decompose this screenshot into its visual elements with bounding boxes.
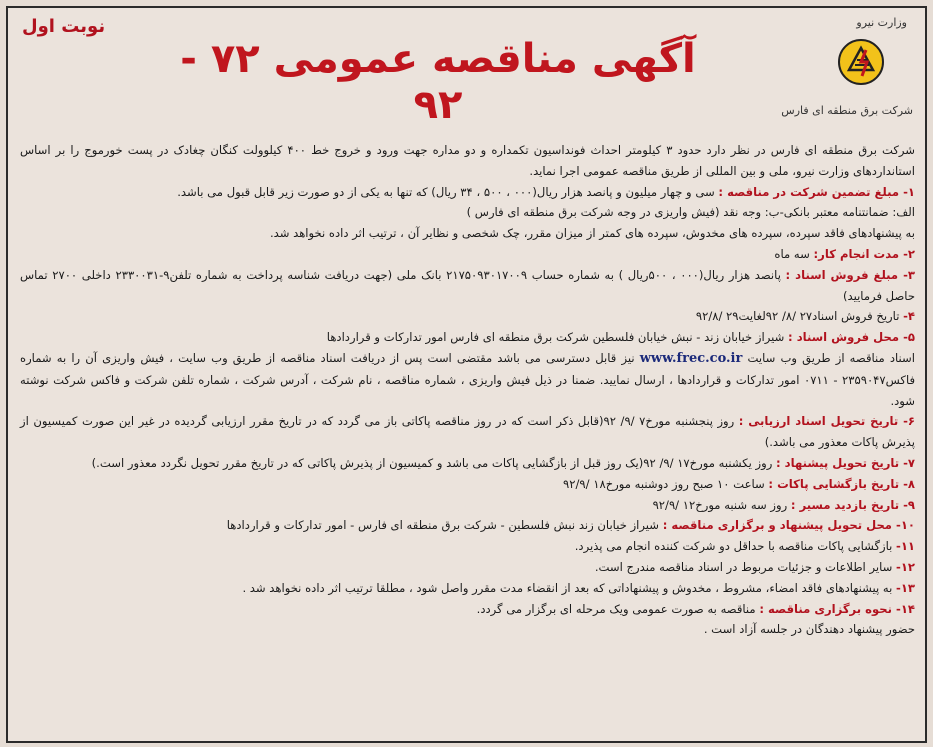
clause-text: سی و چهار میلیون و پانصد هزار ریال(۰۰۰ ، ۵۰۰ ، ۳۴ ریال) که تنها به یکی از دو صورت زیر قابل قبول می باشد. xyxy=(177,184,719,199)
tender-clause xyxy=(20,515,915,536)
intro-paragraph: شرکت برق منطقه ای فارس در نظر دارد حدود ۳ کیلومتر احداث فونداسیون تکمداره و دو مداره جهت ورود و خروج خط ۴۰۰ کیلوولت کنگان چغادک در پست خورموج را بر اساس استانداردهای وزارت نیرو، ملی و بین المللی از طریق مناقصه عمومی اجرا نماید. xyxy=(20,143,915,178)
clause-text: ساعت ۱۰ صبح روز دوشنبه مورخ۱۸ /۹۲/۹ xyxy=(563,476,769,491)
clause-label: ۳- مبلغ فروش اسناد : xyxy=(785,267,915,282)
clause-text: به پیشنهادهای فاقد امضاء، مشروط ، مخدوش و پیشنهاداتی که بعد از انقضاء مدت مقرر واصل شود ، مطلقا ترتیب اثر داده نخواهد شد . xyxy=(242,580,897,595)
clause-text: اسناد مناقصه از طریق وب سایت xyxy=(742,350,915,365)
clause-label: ۲- مدت انجام کار: xyxy=(813,246,915,261)
clause-text: روز پنجشنبه مورخ۷ /۹/ ۹۲(قابل ذکر است که در روز مناقصه پاکاتی باز می گردد که در تاریخ مقرر ارزیابی گردیده در غیر این صورت کمیسیون از پذیرش پاکات معذور می باشد.) xyxy=(20,414,915,450)
tender-clause xyxy=(20,182,915,203)
tender-clause xyxy=(20,578,915,599)
clause-text: بازگشایی پاکات مناقصه با حداقل دو شرکت کننده انجام می پذیرد. xyxy=(574,539,897,554)
advertisement-header xyxy=(8,8,925,136)
clause-text: روز یکشنبه مورخ۱۷ /۹/ ۹۲(یک روز قبل از بازگشایی پاکات می باشد و کمیسیون از پذیرش پاکاتی که در تاریخ مقرر تحویل نگردد معذور است.) xyxy=(91,455,776,470)
advertisement-body xyxy=(20,140,915,735)
tender-clause xyxy=(20,619,915,640)
clause-label: ۱۱- xyxy=(896,539,915,554)
tender-clause xyxy=(20,557,915,578)
clause-text: الف: ضمانتنامه معتبر بانکی-ب: وجه نقد (فیش واریزی در وجه شرکت برق منطقه ای فارس ) xyxy=(466,205,915,220)
power-company-logo-icon xyxy=(837,38,885,86)
tender-clause xyxy=(20,495,915,516)
ministry-name: وزارت نیرو xyxy=(856,16,907,29)
tender-clause xyxy=(20,474,915,495)
clause-label: ۱۳- xyxy=(896,580,915,595)
clause-label: ۱- مبلغ تضمین شرکت در مناقصه : xyxy=(718,184,915,199)
tender-clause xyxy=(20,536,915,557)
clause-label: ۹- تاریخ بازدید مسیر : xyxy=(790,497,915,512)
tender-clause xyxy=(20,223,915,244)
website-link[interactable]: www.frec.co.ir xyxy=(639,350,743,366)
clause-label: ۱۲- xyxy=(896,559,915,574)
clause-label: ۸- تاریخ بازگشایی پاکات : xyxy=(768,476,915,491)
clause-label: ۷- تاریخ تحویل پیشنهاد : xyxy=(775,455,915,470)
round-label: نوبت اول xyxy=(22,16,106,37)
clause-label: ۶- تاریخ تحویل اسناد ارزیابی : xyxy=(738,414,915,429)
tender-clause xyxy=(20,265,915,307)
tender-clause xyxy=(20,327,915,348)
clause-text: شیراز خیابان زند نبش فلسطین - شرکت برق منطقه ای فارس - امور تدارکات و قراردادها xyxy=(226,518,663,533)
clause-text-continued: نیز قابل دسترسی می باشد مقتضی است پس از دریافت اسناد مناقصه از طریق وب سایت ، فیش واریزی آن را به شماره فاکس۲۳۵۹۰۴۷ - ۰۷۱۱ امور تدارکات و قراردادها ، ارسال نمایید. ضمنا در ذیل فیش واریزی ، شماره مناقصه ، نام شرکت ، آدرس شرکت ، شماره تلفن شرکت و فاکس شرکت نوشته شود. xyxy=(20,350,916,408)
clause-text: شیراز خیابان زند - نبش خیابان فلسطین شرکت برق منطقه ای فارس امور تدارکات و قراردادها xyxy=(326,330,789,345)
tender-clause xyxy=(20,411,915,453)
clause-text: روز سه شنبه مورخ۱۲ /۹۲/۹ xyxy=(652,497,791,512)
tender-clause xyxy=(20,348,915,411)
clause-text: سایر اطلاعات و جزئیات مربوط در اسناد مناقصه مندرج است. xyxy=(594,559,897,574)
tender-clause xyxy=(20,202,915,223)
tender-clause xyxy=(20,306,915,327)
clause-label: ۱۴- نحوه برگزاری مناقصه : xyxy=(759,601,915,616)
tender-clause xyxy=(20,599,915,620)
clause-text: پانصد هزار ریال(۰۰۰ ، ۵۰۰ریال ) به شماره حساب ۲۱۷۵۰۹۳۰۱۷۰۰۹ بانک ملی (جهت دریافت شناسه پرداخت به شماره تلفن۹-۲۳۳۰۰۳۱ داخلی ۲۷۰۰ تماس حاصل فرمایید) xyxy=(20,267,915,303)
clause-text: مناقصه به صورت عمومی ویک مرحله ای برگزار می گردد. xyxy=(476,601,760,616)
clause-text: حضور پیشنهاد دهندگان در جلسه آزاد است . xyxy=(703,622,915,637)
clause-text: تاریخ فروش اسناد۲۷ /۸/ ۹۲لغایت۲۹ /۹۲/۸ xyxy=(695,309,904,324)
tender-clause xyxy=(20,453,915,474)
clause-text: به پیشنهادهای فاقد سپرده، سپرده های مخدوش، سپرده های کمتر از میزان مقرر، چک شخصی و نظایر آن ، ترتیب اثر داده نخواهد شد. xyxy=(269,226,915,241)
clause-label: ۵- محل فروش اسناد : xyxy=(788,330,915,345)
tender-title: آگهی مناقصه عمومی ۷۲ - ۹۲ xyxy=(180,36,696,128)
advertisement-frame xyxy=(6,6,927,743)
tender-clause xyxy=(20,244,915,265)
clause-label: ۴- xyxy=(903,309,915,324)
clause-text: سه ماه xyxy=(774,246,814,261)
company-name: شرکت برق منطقه ای فارس xyxy=(781,104,913,117)
clause-label: ۱۰- محل تحویل پیشنهاد و برگزاری مناقصه : xyxy=(662,518,915,533)
